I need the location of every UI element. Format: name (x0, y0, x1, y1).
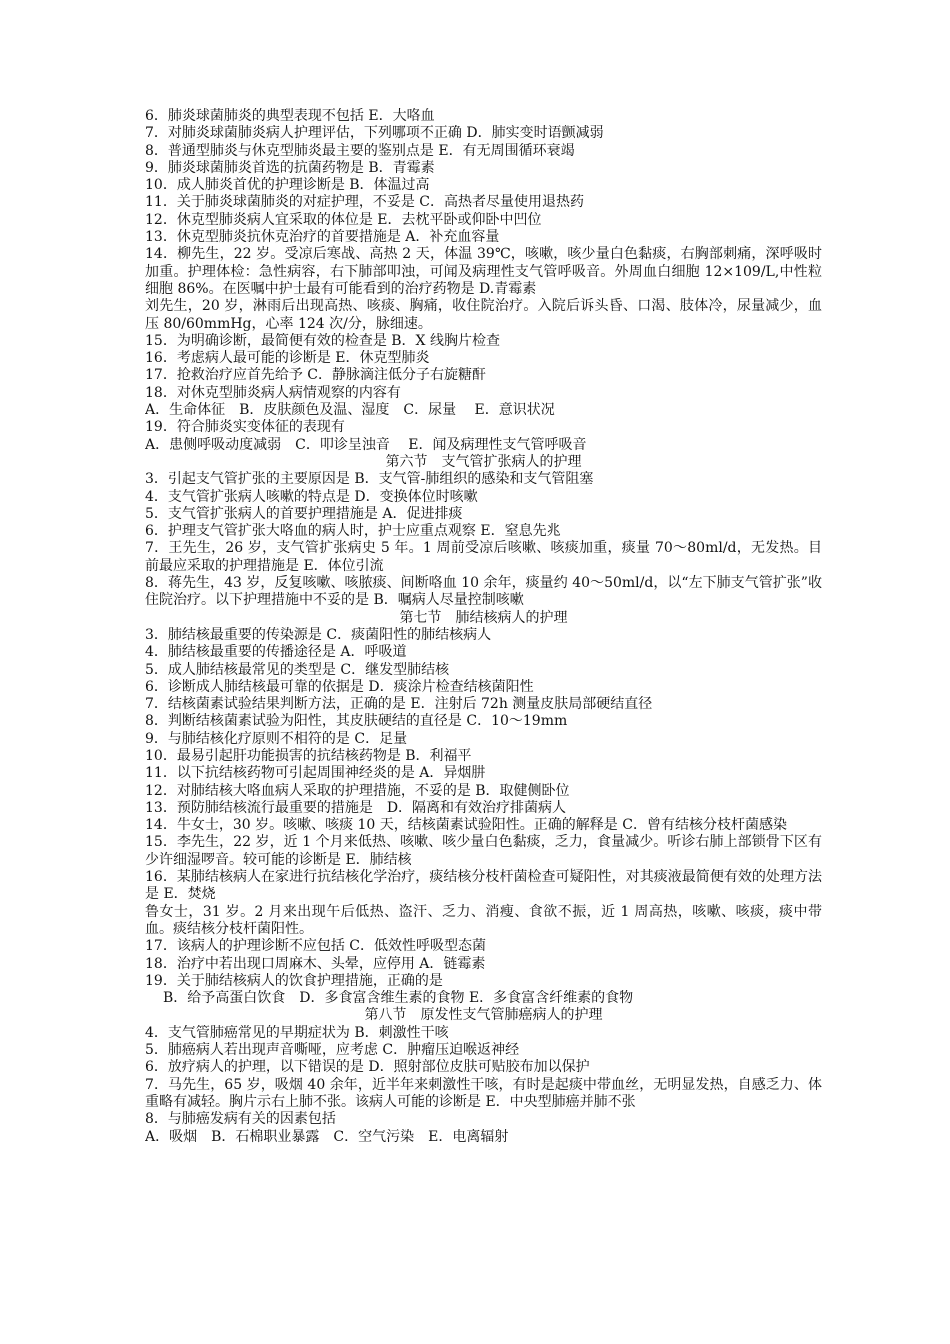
text-line: 5．成人肺结核最常见的类型是 C．继发型肺结核 (145, 661, 450, 678)
text-line: 15．为明确诊断，最简便有效的检查是 B．X 线胸片检查 (145, 332, 500, 349)
text-line: 17．抢救治疗应首先给予 C．静脉滴注低分子右旋糖酐 (145, 367, 486, 384)
text-line: 18．对休克型肺炎病人病情观察的内容有 (145, 384, 401, 401)
text-line: A．吸烟 B．石棉职业暴露 C．空气污染 E．电离辐射 (145, 1128, 509, 1145)
text-line: 8．判断结核菌素试验为阳性，其皮肤硬结的直径是 C．10～19mm (145, 713, 568, 730)
text-line: 6．肺炎球菌肺炎的典型表现不包括 E．大咯血 (145, 108, 435, 124)
text-line: A．患侧呼吸动度减弱 C．叩诊呈浊音 E．闻及病理性支气管呼吸音 (145, 436, 587, 453)
text-paragraph: 15．李先生，22 岁，近 1 个月来低热、咳嗽、咳少量白色黏痰，乏力，食量减少。听诊右肺上部锁骨下区有少许细湿啰音。较可能的诊断是 E．肺结核 (145, 834, 822, 868)
text-line: 3．肺结核最重要的传染源是 C．痰菌阳性的肺结核病人 (145, 626, 492, 643)
text-line: 10．最易引起肝功能损害的抗结核药物是 B．利福平 (145, 747, 472, 764)
text-line: A．生命体征 B．皮肤颜色及温、湿度 C．尿量 E．意识状况 (145, 402, 555, 419)
text-line: 10．成人肺炎首优的护理诊断是 B．体温过高 (145, 177, 430, 194)
text-line: 12．对肺结核大咯血病人采取的护理措施，不妥的是 B．取健侧卧位 (145, 782, 570, 799)
text-line: 6．放疗病人的护理，以下错误的是 D．照射部位皮肤可贴胶布加以保护 (145, 1059, 590, 1076)
text-paragraph: 刘先生，20 岁，淋雨后出现高热、咳痰、胸痛，收住院治疗。入院后诉头昏、口渴、肢体冷，尿量减少，血压 80/60mmHg，心率 124 次/分，脉细速。 (145, 298, 822, 332)
text-line: 5．肺癌病人若出现声音嘶哑，应考虑 C．肿瘤压迫喉返神经 (145, 1042, 520, 1059)
text-line: 8．普通型肺炎与休克型肺炎最主要的鉴别点是 E．有无周围循环衰竭 (145, 142, 575, 159)
text-line: 4．肺结核最重要的传播途径是 A．呼吸道 (145, 644, 407, 661)
text-line: 5．支气管扩张病人的首要护理措施是 A．促进排痰 (145, 505, 463, 522)
text-line: 6．护理支气管扩张大咯血的病人时，护士应重点观察 E．窒息先兆 (145, 523, 561, 540)
text-line: 6．诊断成人肺结核最可靠的依据是 D．痰涂片检查结核菌阳性 (145, 678, 534, 695)
text-paragraph: 鲁女士，31 岁。2 月来出现午后低热、盗汗、乏力、消瘦、食欲不振，近 1 周高热，咳嗽、咳痰，痰中带血。痰结核分枝杆菌阳性。 (145, 903, 822, 937)
text-line: 9．肺炎球菌肺炎首选的抗菌药物是 B．青霉素 (145, 159, 435, 176)
text-line: 18．治疗中若出现口周麻木、头晕，应停用 A．链霉素 (145, 955, 486, 972)
text-line: 11．关于肺炎球菌肺炎的对症护理，不妥是 C．高热者尽量使用退热药 (145, 194, 584, 211)
text-paragraph: 7．马先生，65 岁，吸烟 40 余年，近半年来刺激性干咳，有时是起痰中带血丝，无明显发热，自感乏力、体重略有减轻。胸片示右上肺不张。该病人可能的诊断是 E．中央型肺癌并肺不张 (145, 1076, 822, 1110)
text-line: 11．以下抗结核药物可引起周围神经炎的是 A．异烟肼 (145, 765, 486, 782)
text-paragraph: 8．蒋先生，43 岁，反复咳嗽、咳脓痰、间断咯血 10 余年，痰量约 40～50ml/d，以“左下肺支气管扩张”收住院治疗。以下护理措施中不妥的是 B．嘱病人尽量控制咳嗽 (145, 575, 822, 609)
text-line: 16．考虑病人最可能的诊断是 E．休克型肺炎 (145, 350, 430, 367)
text-line: 3．引起支气管扩张的主要原因是 B．支气管-肺组织的感染和支气管阻塞 (145, 471, 594, 488)
text-line: 19．关于肺结核病人的饮食护理措施，正确的是 (145, 972, 443, 989)
text-line: 13．预防肺结核流行最重要的措施是 D．隔离和有效治疗排菌病人 (145, 799, 567, 816)
text-line: 7．对肺炎球菌肺炎病人护理评估，下列哪项不正确 D．肺实变时语颤减弱 (145, 125, 604, 142)
text-line: 12．休克型肺炎病人宜采取的体位是 E．去枕平卧或仰卧中凹位 (145, 211, 542, 228)
text-line: 9．与肺结核化疗原则不相符的是 C．足量 (145, 730, 408, 747)
section-heading: 第六节 支气管扩张病人的护理 (385, 453, 582, 470)
text-line: 4．支气管肺癌常见的早期症状为 B．刺激性干咳 (145, 1024, 449, 1041)
text-paragraph: 14．牛女士，30 岁。咳嗽、咳痰 10 天，结核菌素试验阳性。正确的解释是 C．曾有结核分枝杆菌感染 (145, 817, 787, 834)
text-paragraph: 14．柳先生，22 岁。受凉后寒战、高热 2 天，体温 39℃，咳嗽，咳少量白色黏痰，右胸部刺痛，深呼吸时加重。护理体检：急性病容，右下肺部叩浊，可闻及病理性支气管呼吸音。外周血白细胞 12×109/L,中性粒细胞 86%。在医嘱中护士最有可能看到的治疗药物是 D.青霉素 (145, 246, 822, 297)
text-line: 7．结核菌素试验结果判断方法，正确的是 E．注射后 72h 测量皮肤局部硬结直径 (145, 696, 653, 713)
text-paragraph: 7．王先生，26 岁，支气管扩张病史 5 年。1 周前受凉后咳嗽、咳痰加重，痰量 70～80ml/d，无发热。目前最应采取的护理措施是 E．体位引流 (145, 540, 822, 574)
section-heading: 第七节 肺结核病人的护理 (399, 609, 568, 626)
text-line: 17．该病人的护理诊断不应包括 C．低效性呼吸型态菌 (145, 938, 486, 955)
section-heading: 第八节 原发性支气管肺癌病人的护理 (364, 1007, 603, 1024)
text-line: 8．与肺癌发病有关的因素包括 (145, 1111, 336, 1128)
text-line: 19．符合肺炎实变体征的表现有 (145, 419, 345, 436)
text-line: B．给予高蛋白饮食 D．多食富含维生素的食物 E．多食富含纤维素的食物 (163, 990, 634, 1007)
text-line: 4．支气管扩张病人咳嗽的特点是 D．变换体位时咳嗽 (145, 488, 478, 505)
text-line: 13．休克型肺炎抗休克治疗的首要措施是 A．补充血容量 (145, 229, 500, 246)
text-paragraph: 16．某肺结核病人在家进行抗结核化学治疗，痰结核分枝杆菌检查可疑阳性，对其痰液最简便有效的处理方法是 E．焚烧 (145, 869, 822, 903)
